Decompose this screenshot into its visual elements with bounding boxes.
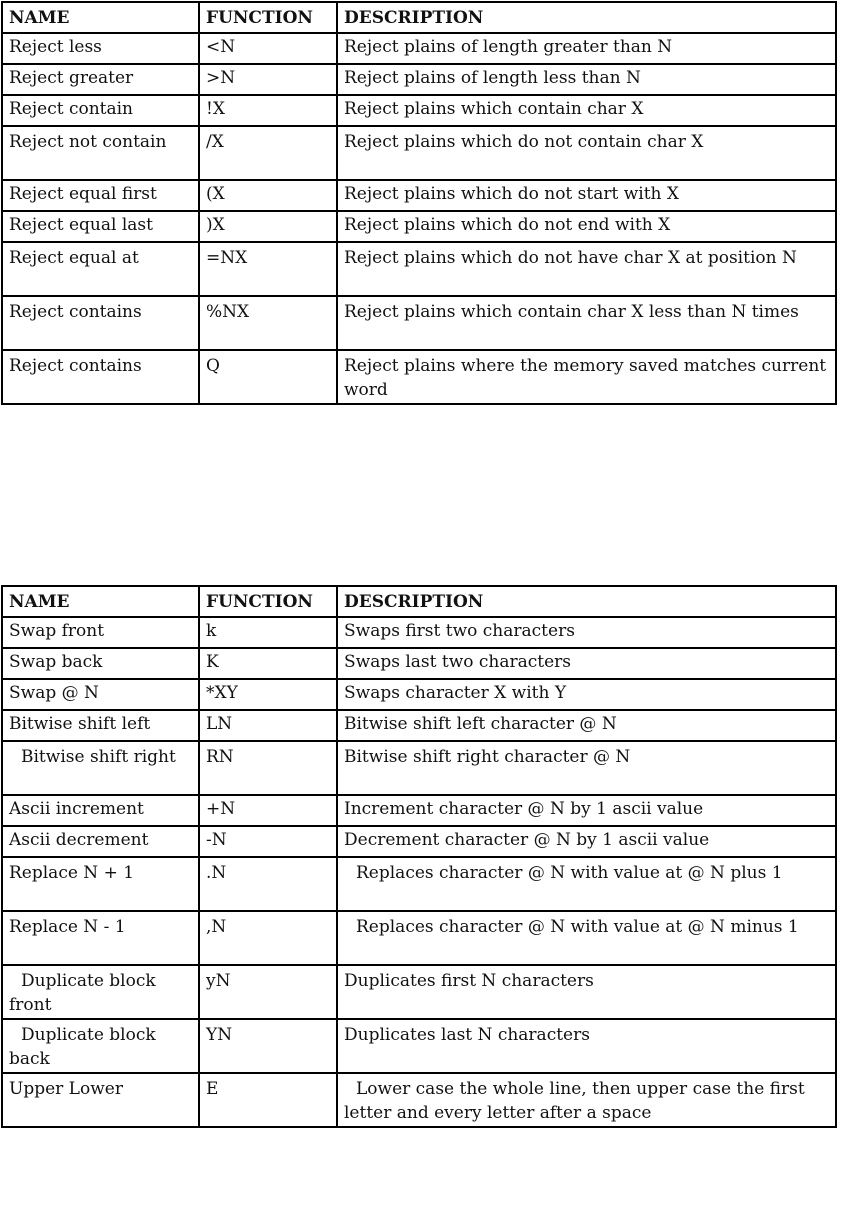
rule-name: Reject contains xyxy=(2,296,199,350)
rule-description xyxy=(337,911,836,965)
rule-name xyxy=(2,741,199,795)
rule-name: Reject less xyxy=(2,33,199,64)
rule-description: Duplicates last N characters xyxy=(337,1019,836,1073)
table-row xyxy=(2,795,836,826)
rule-description-text: Replaces character @ N with value at @ N plus 1 xyxy=(356,863,783,883)
rule-function: =NX xyxy=(199,242,337,296)
transform-rules-table xyxy=(1,585,837,1128)
rule-function: (X xyxy=(199,180,337,211)
rule-description: Swaps character X with Y xyxy=(337,679,836,710)
table-row xyxy=(2,211,836,242)
rule-name-text: Bitwise shift right xyxy=(21,747,176,767)
rule-function: *XY xyxy=(199,679,337,710)
rule-name: Upper Lower xyxy=(2,1073,199,1127)
rule-name: Bitwise shift left xyxy=(2,710,199,741)
table-row xyxy=(2,296,836,350)
rule-description: Swaps first two characters xyxy=(337,617,836,648)
table-row xyxy=(2,95,836,126)
rule-description: Reject plains of length less than N xyxy=(337,64,836,95)
table-row xyxy=(2,857,836,911)
table-row xyxy=(2,350,836,404)
rule-description: Reject plains which contain char X xyxy=(337,95,836,126)
rule-description: Reject plains where the memory saved matches current word xyxy=(337,350,836,404)
rule-function: >N xyxy=(199,64,337,95)
rule-name: Swap front xyxy=(2,617,199,648)
rule-function: %NX xyxy=(199,296,337,350)
rule-description xyxy=(337,1073,836,1127)
rule-function: Q xyxy=(199,350,337,404)
rule-description: Bitwise shift right character @ N xyxy=(337,741,836,795)
rule-name: Reject equal at xyxy=(2,242,199,296)
table-row xyxy=(2,33,836,64)
rule-function: /X xyxy=(199,126,337,180)
rule-function: k xyxy=(199,617,337,648)
rule-function: YN xyxy=(199,1019,337,1073)
rule-function: )X xyxy=(199,211,337,242)
rule-name: Reject equal last xyxy=(2,211,199,242)
table-row xyxy=(2,741,836,795)
rule-name: Replace N + 1 xyxy=(2,857,199,911)
table-row xyxy=(2,679,836,710)
rule-name-text: Duplicate block front xyxy=(9,971,156,1015)
rule-function: +N xyxy=(199,795,337,826)
header-name: NAME xyxy=(2,586,199,617)
rule-function: E xyxy=(199,1073,337,1127)
table-row xyxy=(2,965,836,1019)
rule-name xyxy=(2,965,199,1019)
header-function: FUNCTION xyxy=(199,586,337,617)
table-row xyxy=(2,126,836,180)
header-function: FUNCTION xyxy=(199,2,337,33)
header-name: NAME xyxy=(2,2,199,33)
rule-description: Increment character @ N by 1 ascii value xyxy=(337,795,836,826)
header-description: DESCRIPTION xyxy=(337,2,836,33)
rule-description: Swaps last two characters xyxy=(337,648,836,679)
table-row xyxy=(2,826,836,857)
table-row xyxy=(2,180,836,211)
table-row xyxy=(2,648,836,679)
rule-description: Reject plains which do not end with X xyxy=(337,211,836,242)
rule-function: .N xyxy=(199,857,337,911)
rule-name-text: Duplicate block back xyxy=(9,1025,156,1069)
table-row xyxy=(2,242,836,296)
table-row xyxy=(2,64,836,95)
rule-name: Reject greater xyxy=(2,64,199,95)
rule-description: Reject plains which do not have char X at position N xyxy=(337,242,836,296)
rule-description: Reject plains of length greater than N xyxy=(337,33,836,64)
rule-description-text: Lower case the whole line, then upper case the first letter and every letter after a space xyxy=(344,1079,805,1123)
rule-function: yN xyxy=(199,965,337,1019)
rule-function: K xyxy=(199,648,337,679)
table-row xyxy=(2,617,836,648)
table-row xyxy=(2,911,836,965)
table-row xyxy=(2,710,836,741)
rule-name: Reject not contain xyxy=(2,126,199,180)
rule-name: Ascii decrement xyxy=(2,826,199,857)
rule-function: !X xyxy=(199,95,337,126)
rule-name: Ascii increment xyxy=(2,795,199,826)
table-header-row xyxy=(2,2,836,33)
rule-name: Swap @ N xyxy=(2,679,199,710)
table-header-row xyxy=(2,586,836,617)
rule-name: Replace N - 1 xyxy=(2,911,199,965)
rule-description: Reject plains which do not contain char X xyxy=(337,126,836,180)
rule-name: Reject contains xyxy=(2,350,199,404)
table-row xyxy=(2,1019,836,1073)
rule-description: Decrement character @ N by 1 ascii value xyxy=(337,826,836,857)
rule-name: Reject contain xyxy=(2,95,199,126)
rule-name: Reject equal first xyxy=(2,180,199,211)
rule-name: Swap back xyxy=(2,648,199,679)
rule-function: ,N xyxy=(199,911,337,965)
rule-description xyxy=(337,857,836,911)
rule-description: Duplicates first N characters xyxy=(337,965,836,1019)
rule-description: Bitwise shift left character @ N xyxy=(337,710,836,741)
rule-description: Reject plains which contain char X less than N times xyxy=(337,296,836,350)
header-description: DESCRIPTION xyxy=(337,586,836,617)
table-row xyxy=(2,1073,836,1127)
rule-function: RN xyxy=(199,741,337,795)
rule-name xyxy=(2,1019,199,1073)
rule-function: <N xyxy=(199,33,337,64)
reject-rules-table xyxy=(1,1,837,405)
rule-function: LN xyxy=(199,710,337,741)
rule-description-text: Replaces character @ N with value at @ N minus 1 xyxy=(356,917,799,937)
rule-function: -N xyxy=(199,826,337,857)
rule-description: Reject plains which do not start with X xyxy=(337,180,836,211)
